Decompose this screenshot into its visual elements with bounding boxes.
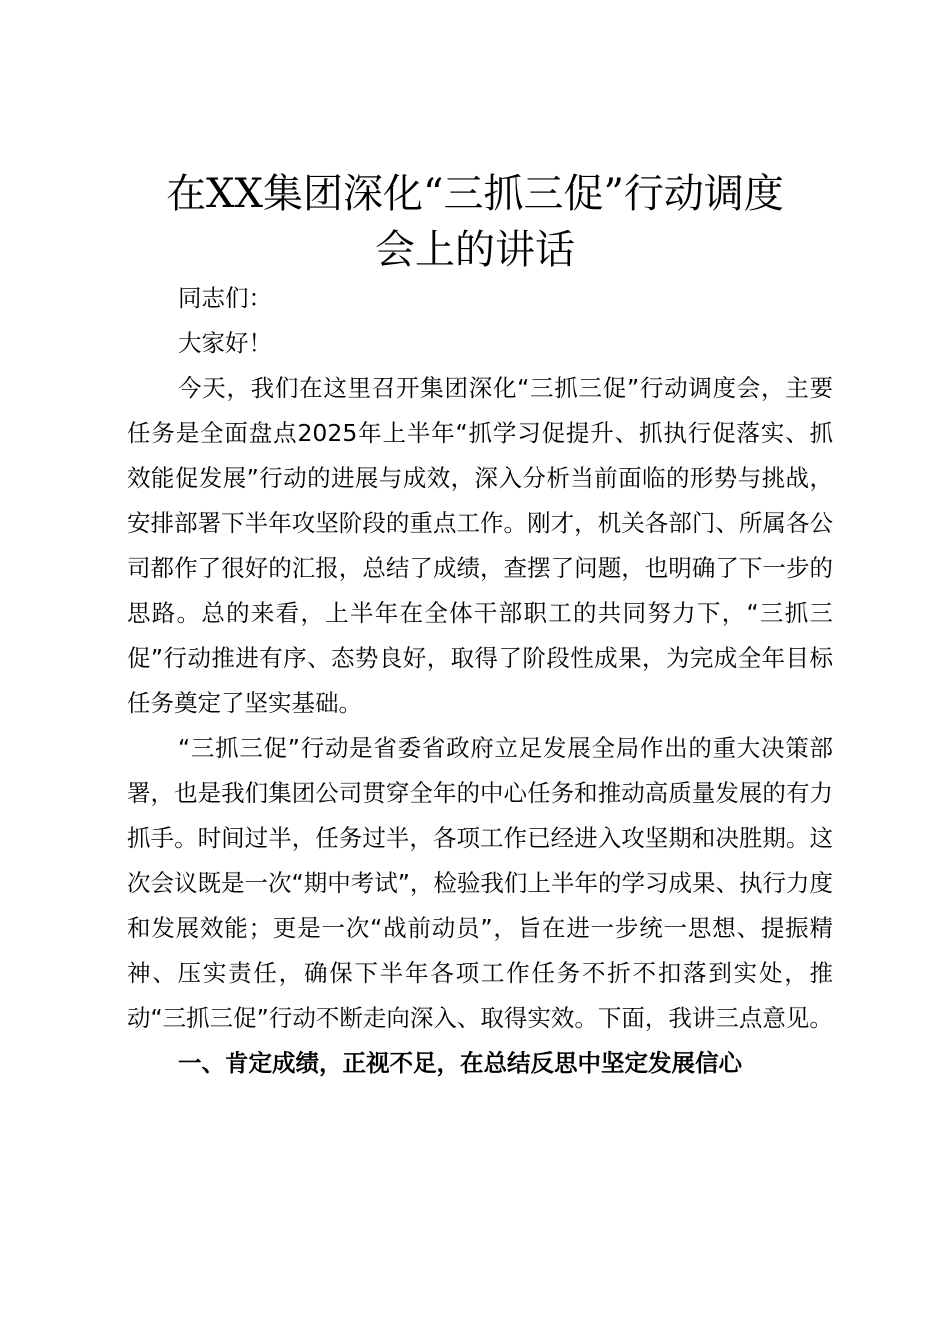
title-line-2: 会上的讲话 xyxy=(375,227,575,273)
document-title xyxy=(110,166,840,278)
title-line-1: 在XX集团深化“三抓三促”行动调度 xyxy=(166,171,784,217)
salutation: 同志们： xyxy=(178,284,272,312)
greeting: 大家好！ xyxy=(178,329,272,357)
paragraph-intro: 今天，我们在这里召开集团深化“三抓三促”行动调度会，主要任务是全面盘点2025年上半年“抓学习促提升、抓执行促落实、抓效能促发展”行动的进展与成效，深入分析当前面临的形势与挑战，安排部署下半年攻坚阶段的重点工作。刚才，机关各部门、所属各公司都作了很好的汇报，总结了成绩，查摆了问题，也明确了下一步的思路。总的来看，上半年在全体干部职工的共同努力下，“三抓三促”行动推进有序、态势良好，取得了阶段性成果，为完成全年目标任务奠定了坚实基础。 xyxy=(127,374,833,717)
section-heading-1: 一、肯定成绩，正视不足，在总结反思中坚定发展信心 xyxy=(178,1049,742,1077)
paragraph-significance: “三抓三促”行动是省委省政府立足发展全局作出的重大决策部署，也是我们集团公司贯穿全年的中心任务和推动高质量发展的有力抓手。时间过半，任务过半，各项工作已经进入攻坚期和决胜期。这次会议既是一次“期中考试”，检验我们上半年的学习成果、执行力度和发展效能；更是一次“战前动员”，旨在进一步统一思想、提振精神、压实责任，确保下半年各项工作任务不折不扣落到实处，推动“三抓三促”行动不断走向深入、取得实效。下面，我讲三点意见。 xyxy=(127,734,833,1032)
document-body xyxy=(127,276,833,1086)
